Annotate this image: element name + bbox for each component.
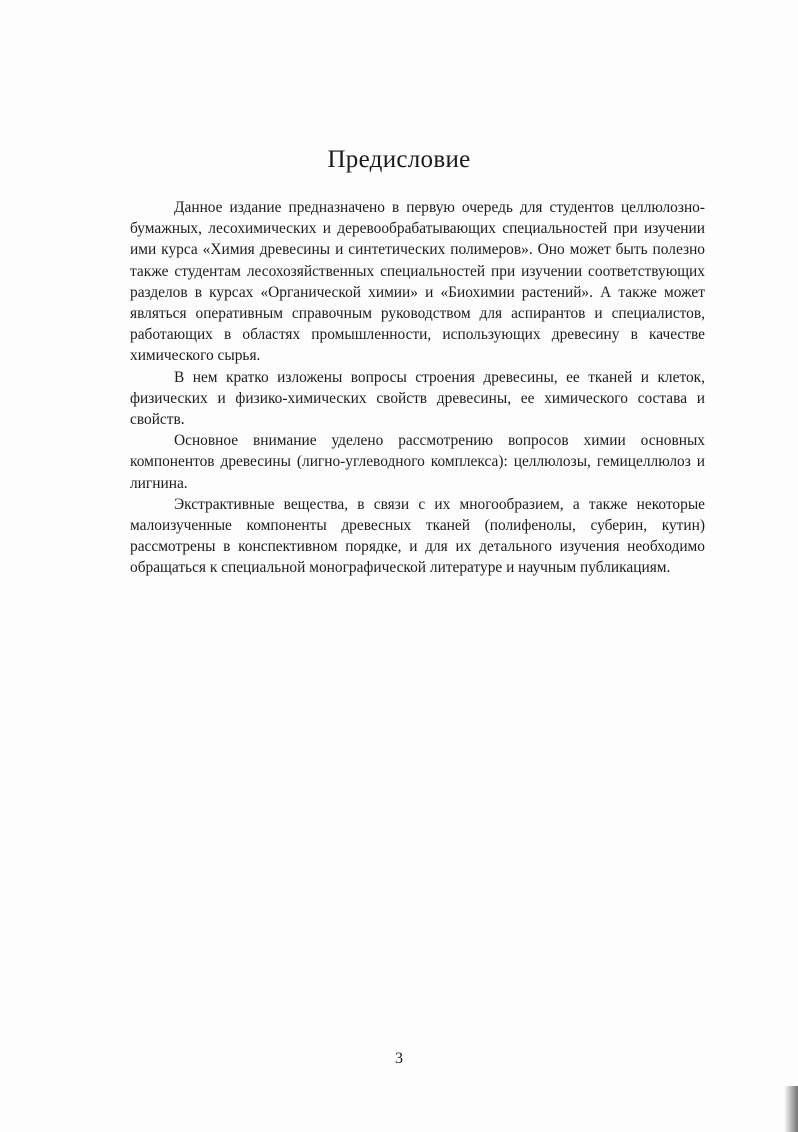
page-number: 3 xyxy=(395,1050,403,1067)
body-text xyxy=(130,197,705,579)
paragraph-3: Основное внимание уделено рассмотрению вопросов химии основных компонентов древесины (лигно-углеводного комплекса): целлюлозы, гемицеллюлоз и лигнина. xyxy=(130,432,705,492)
paragraph-4: Экстрактивные вещества, в связи с их многообразием, а также некоторые малоизученные компоненты древесных тканей (полифенолы, суберин, кутин) рассмотрены в конспективном порядке, и для их детального изучения необходимо обращаться к специальной монографической литературе и научным публикациям. xyxy=(130,495,705,577)
scan-edge-shadow xyxy=(784,1086,798,1132)
paragraph-2: В нем кратко изложены вопросы строения древесины, ее тканей и клеток, физических и физико-химических свойств древесины, ее химического состава и свойств. xyxy=(130,368,705,429)
paragraph-1: Данное издание предназначено в первую очередь для студентов целлюлозно-бумажных, лесохимических и деревообрабатывающих специальностей при изучении ими курса «Химия древесины и синтетических полимеров». Оно может быть полезно также студентам лесохозяйственных специальностей при изучении соответствующих разделов в курсах «Органической химии» и «Биохимии растений». А также может являться оперативным справочным руководством для аспирантов и специалистов, работающих в областях промышленности, использующих древесину в качестве химического сырья. xyxy=(130,199,705,365)
page-title: Предисловие xyxy=(327,146,471,173)
